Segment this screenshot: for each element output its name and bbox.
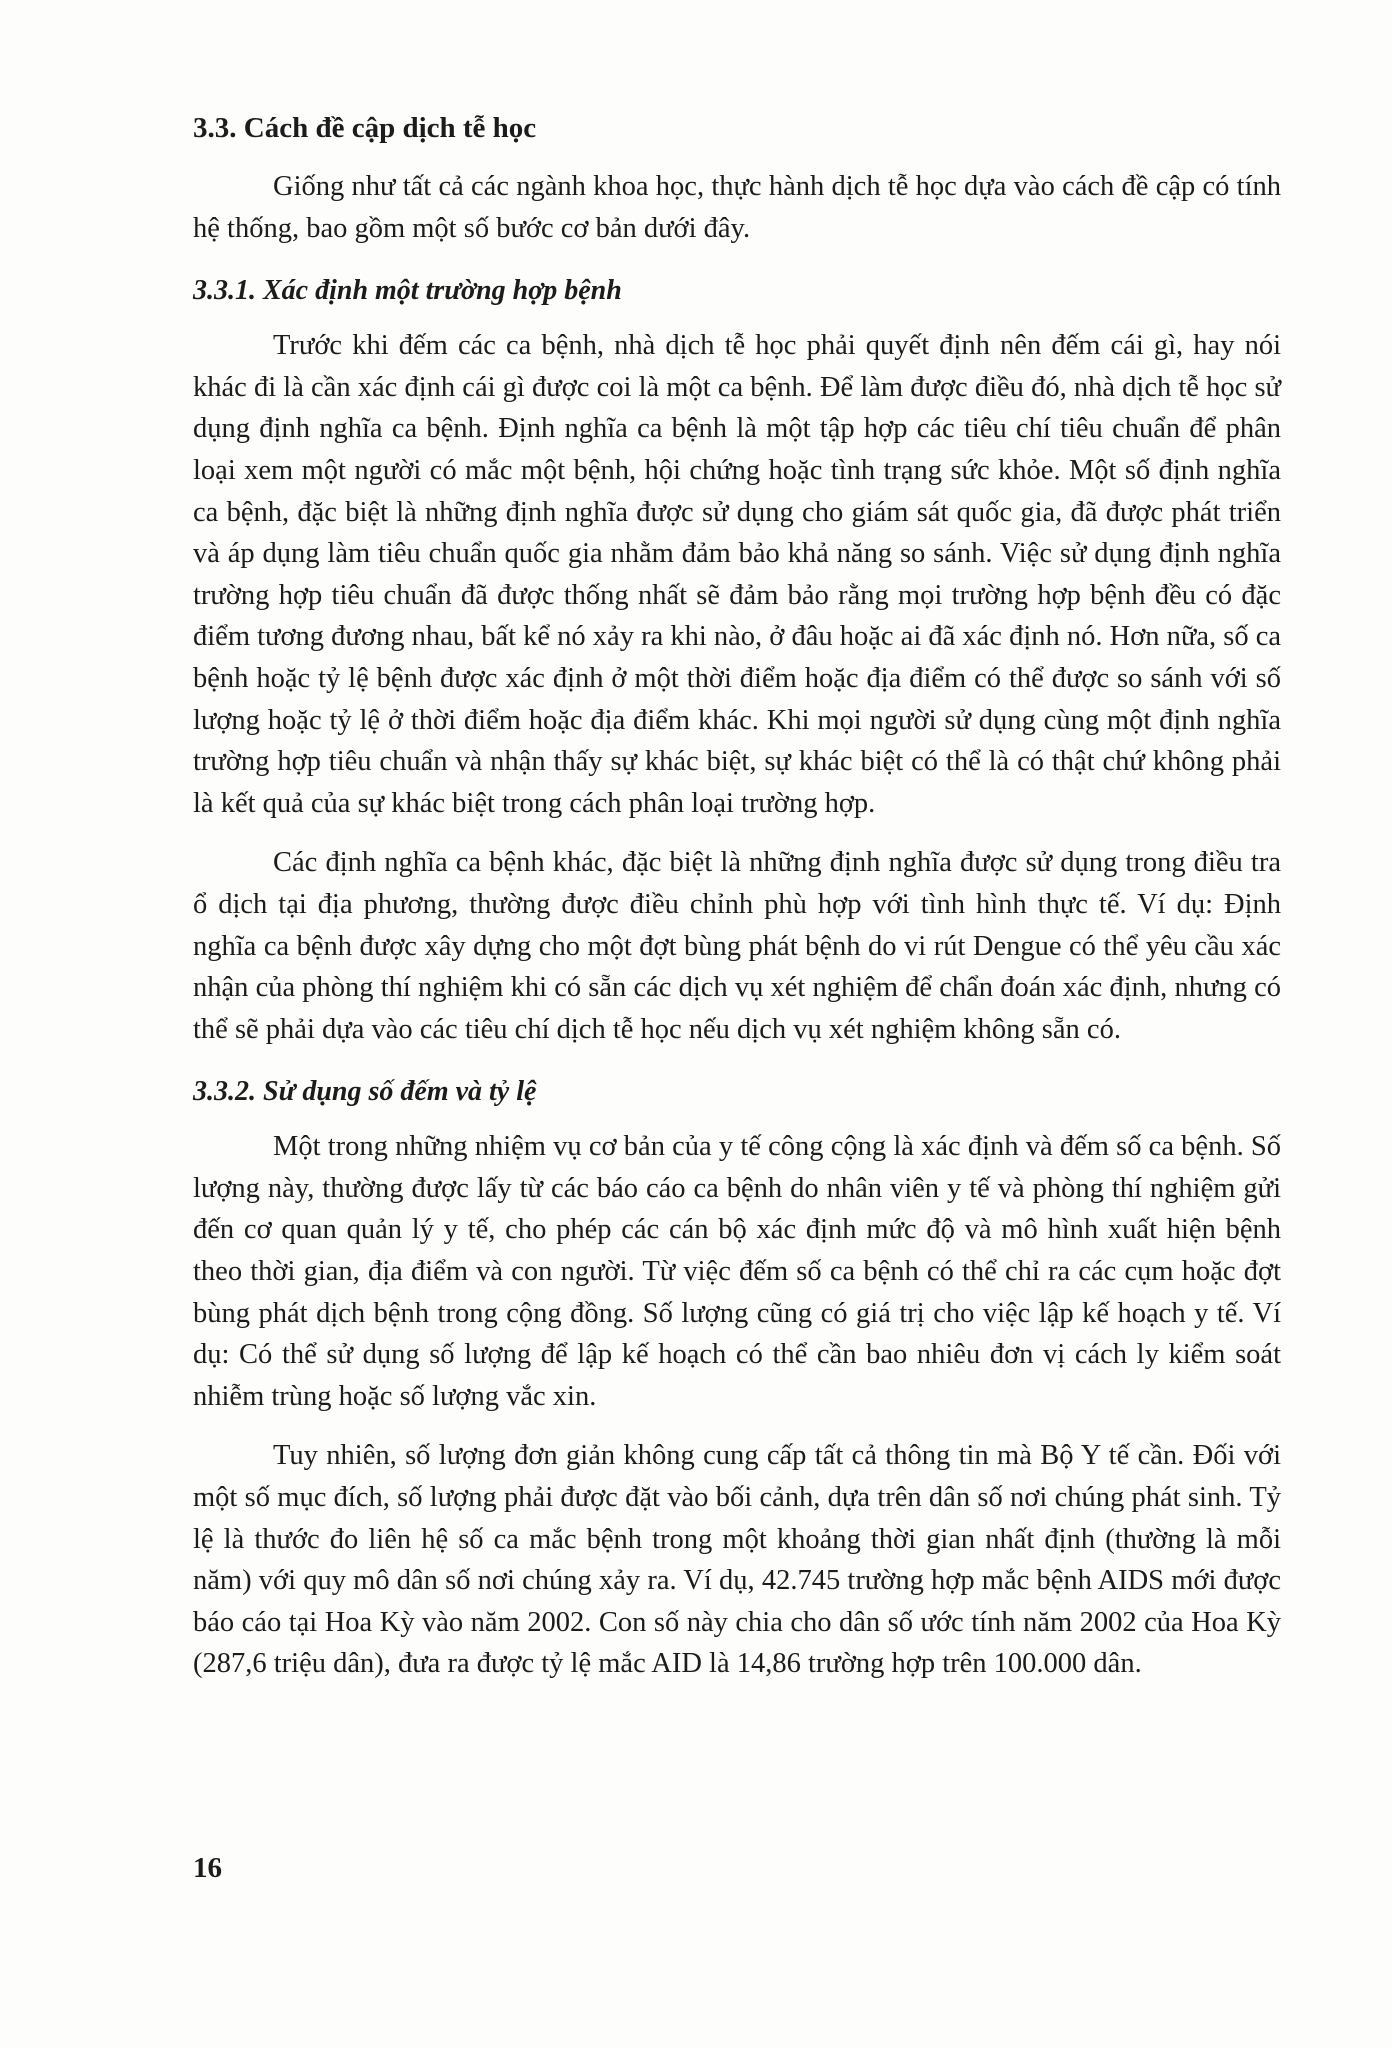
subsection-heading-counts-rates: 3.3.2. Sử dụng số đếm và tỷ lệ	[193, 1076, 537, 1108]
section-heading: 3.3. Cách đề cập dịch tễ học	[193, 112, 537, 144]
subsection-heading-case-definition: 3.3.1. Xác định một trường hợp bệnh	[193, 275, 622, 307]
body-paragraph: Tuy nhiên, số lượng đơn giản không cung cấp tất cả thông tin mà Bộ Y tế cần. Đối với một số mục đích, số lượng phải được đặt vào bối cảnh, dựa trên dân số nơi chúng phát sinh. Tỷ lệ là thước đo liên hệ số ca mắc bệnh trong một khoảng thời gian nhất định (thường là mỗi năm) với quy mô dân số nơi chúng xảy ra. Ví dụ, 42.745 trường hợp mắc bệnh AIDS mới được báo cáo tại Hoa Kỳ vào năm 2002. Con số này chia cho dân số ước tính năm 2002 của Hoa Kỳ (287,6 triệu dân), đưa ra được tỷ lệ mắc AID là 14,86 trường hợp trên 100.000 dân.	[193, 1440, 1281, 1680]
body-paragraph: Một trong những nhiệm vụ cơ bản của y tế công cộng là xác định và đếm số ca bệnh. Số lượng này, thường được lấy từ các báo cáo ca bệnh do nhân viên y tế và phòng thí nghiệm gửi đến cơ quan quản lý y tế, cho phép các cán bộ xác định mức độ và mô hình xuất hiện bệnh theo thời gian, địa điểm và con người. Từ việc đếm số ca bệnh có thể chỉ ra các cụm hoặc đợt bùng phát dịch bệnh trong cộng đồng. Số lượng cũng có giá trị cho việc lập kế hoạch y tế. Ví dụ: Có thể sử dụng số lượng để lập kế hoạch có thể cần bao nhiêu đơn vị cách ly kiểm soát nhiễm trùng hoặc số lượng vắc xin.	[193, 1131, 1281, 1412]
section-intro-paragraph: Giống như tất cả các ngành khoa học, thực hành dịch tễ học dựa vào cách đề cập có tính hệ thống, bao gồm một số bước cơ bản dưới đây.	[193, 171, 1281, 244]
page-number: 16	[193, 1852, 222, 1884]
body-paragraph: Các định nghĩa ca bệnh khác, đặc biệt là những định nghĩa được sử dụng trong điều tra ổ dịch tại địa phương, thường được điều chỉnh phù hợp với tình hình thực tế. Ví dụ: Định nghĩa ca bệnh được xây dựng cho một đợt bùng phát bệnh do vi rút Dengue có thể yêu cầu xác nhận của phòng thí nghiệm khi có sẵn các dịch vụ xét nghiệm để chẩn đoán xác định, nhưng có thể sẽ phải dựa vào các tiêu chí dịch tễ học nếu dịch vụ xét nghiệm không sẵn có.	[193, 847, 1281, 1045]
body-paragraph: Trước khi đếm các ca bệnh, nhà dịch tễ học phải quyết định nên đếm cái gì, hay nói khác đi là cần xác định cái gì được coi là một ca bệnh. Để làm được điều đó, nhà dịch tễ học sử dụng định nghĩa ca bệnh. Định nghĩa ca bệnh là một tập hợp các tiêu chí tiêu chuẩn để phân loại xem một người có mắc một bệnh, hội chứng hoặc tình trạng sức khỏe. Một số định nghĩa ca bệnh, đặc biệt là những định nghĩa được sử dụng cho giám sát quốc gia, đã được phát triển và áp dụng làm tiêu chuẩn quốc gia nhằm đảm bảo khả năng so sánh. Việc sử dụng định nghĩa trường hợp tiêu chuẩn đã được thống nhất sẽ đảm bảo rằng mọi trường hợp bệnh đều có đặc điểm tương đương nhau, bất kể nó xảy ra khi nào, ở đâu hoặc ai đã xác định nó. Hơn nữa, số ca bệnh hoặc tỷ lệ bệnh được xác định ở một thời điểm hoặc địa điểm có thể được so sánh với số lượng hoặc tỷ lệ ở thời điểm hoặc địa điểm khác. Khi mọi người sử dụng cùng một định nghĩa trường hợp tiêu chuẩn và nhận thấy sự khác biệt, sự khác biệt có thể là có thật chứ không phải là kết quả của sự khác biệt trong cách phân loại trường hợp.	[193, 330, 1282, 819]
page-content	[193, 108, 1281, 1703]
